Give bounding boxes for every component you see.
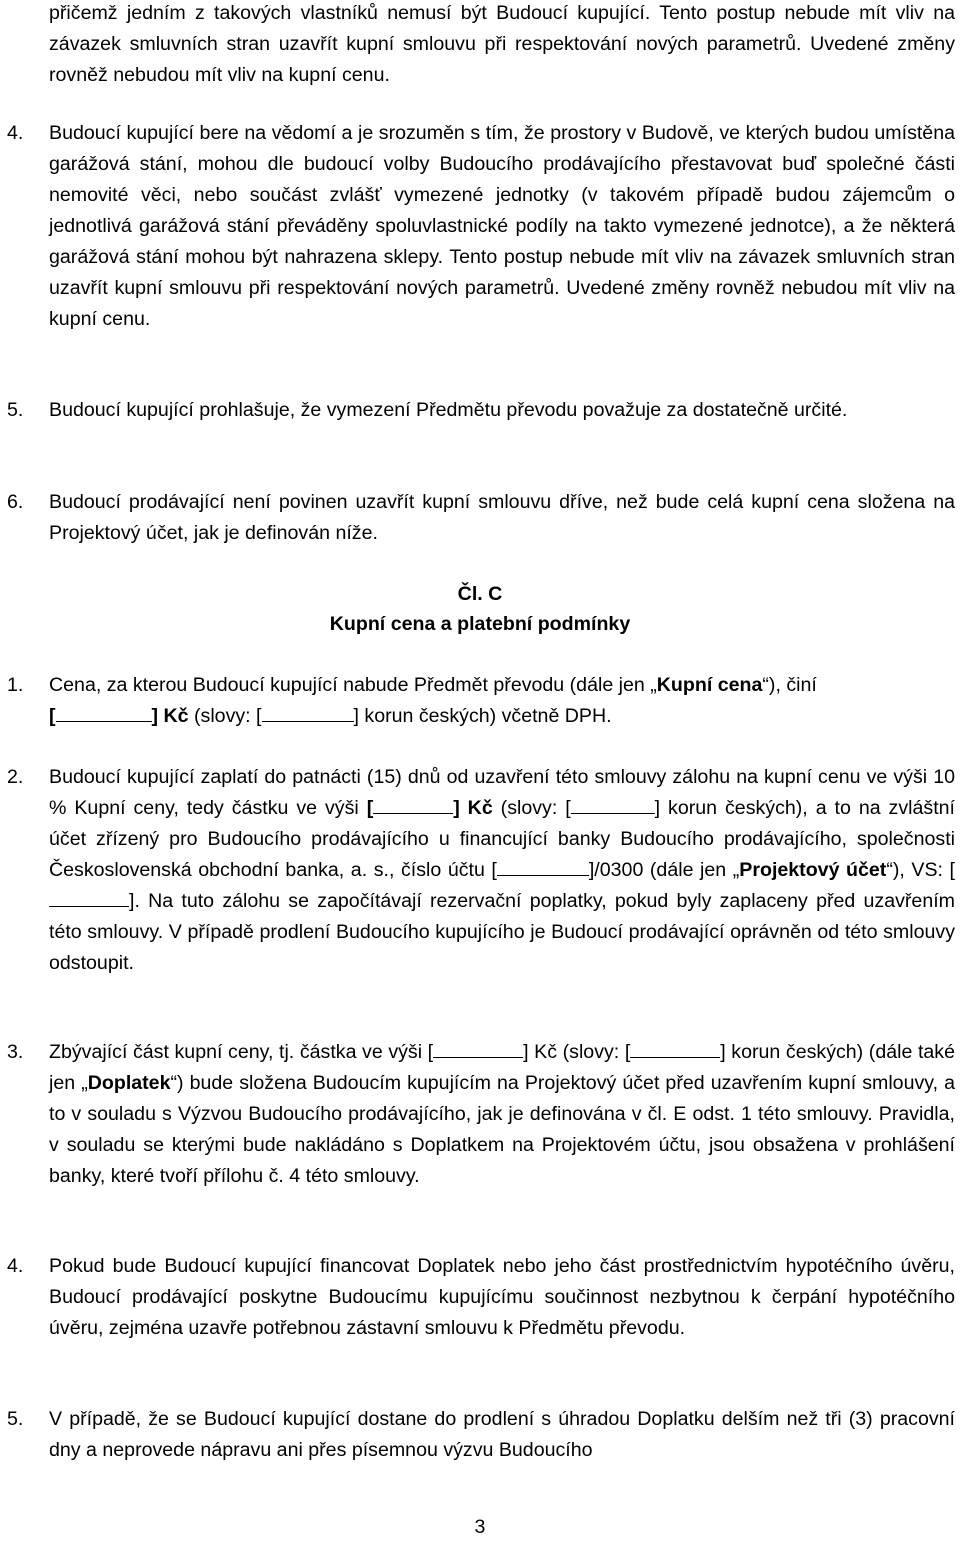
- item-text: Cena, za kterou Budoucí kupující nabude Předmět převodu (dále jen „Kupní cena“), činí [ ] Kč (slovy: [ ] korun českých) včetně DPH.: [49, 674, 817, 727]
- paragraph-continuation: přičemž jedním z takových vlastníků nemusí být Budoucí kupující. Tento postup nebude mít vliv na závazek smluvních stran uzavřít kupní smlouvu při respektování nových parametrů. Uvedené změny rovněž nebudou mít vliv na kupní cenu.: [49, 2, 955, 86]
- item-number: 5.: [7, 399, 24, 421]
- item-text: Budoucí prodávající není povinen uzavřít kupní smlouvu dříve, než bude celá kupní cena složena na Projektový účet, jak je definován níže.: [49, 491, 955, 544]
- item-number: 4.: [7, 122, 24, 144]
- blank-field: [497, 856, 589, 876]
- item-text: Budoucí kupující bere na vědomí a je srozuměn s tím, že prostory v Budově, ve kterých budou umístěna garážová stání, mohou dle budoucí volby Budoucího prodávajícího přestavovat buď společné části nemovité věci, nebo součást zvlášť vymezené jednotky (v takovém případě budou zájemcům o jednotlivá garážová stání převáděny spoluvlastnické podíly na takto vymezené jednotce), a že některá garážová stání mohou být nahrazena sklepy. Tento postup nebude mít vliv na závazek smluvních stran uzavřít kupní smlouvu při respektování nových parametrů. Uvedené změny rovněž nebudou mít vliv na kupní cenu.: [49, 122, 955, 330]
- blank-field: [56, 702, 152, 722]
- article-title: Kupní cena a platební podmínky: [329, 613, 631, 635]
- item-number: 2.: [7, 766, 24, 788]
- item-text: Zbývající část kupní ceny, tj. částka ve výši [ ] Kč (slovy: [ ] korun českých) (dále také jen „Doplatek“) bude složena Budoucím kupujícím na Projektový účet před uzavřením kupní smlouvy, a to v souladu s Výzvou Budoucího prodávajícího, jak je definována v čl. E odst. 1 této smlouvy. Pravidla, v souladu se kterými bude nakládáno s Doplatkem na Projektovém účtu, jsou obsažena v prohlášení banky, které tvoří přílohu č. 4 této smlouvy.: [49, 1037, 955, 1192]
- blank-field: [630, 1038, 720, 1058]
- blank-field: [571, 794, 655, 814]
- blank-field: [433, 1038, 523, 1058]
- item-number: 1.: [7, 674, 24, 696]
- blank-field: [262, 702, 354, 722]
- item-text: V případě, že se Budoucí kupující dostane do prodlení s úhradou Doplatku delším než tři (3) pracovní dny a neprovede nápravu ani přes písemnou výzvu Budoucího: [49, 1408, 955, 1461]
- blank-field: [49, 887, 129, 907]
- item-text: Budoucí kupující zaplatí do patnácti (15) dnů od uzavření této smlouvy zálohu na kupní cenu ve výši 10 % Kupní ceny, tedy částku ve výši [ ] Kč (slovy: [ ] korun českých), a to na zvláštní účet zřízený pro Budoucího prodávajícího u financující banky Budoucího prodávajícího, společnosti Československá obchodní banka, a. s., číslo účtu [ ]/0300 (dále jen „Projektový účet“), VS: []. Na tuto zálohu se započítávají rezervační poplatky, pokud byly zaplaceny před uzavřením této smlouvy. V případě prodlení Budoucího kupujícího je Budoucí prodávající oprávněn od této smlouvy odstoupit.: [49, 766, 955, 974]
- item-number: 3.: [7, 1041, 24, 1063]
- item-text: Pokud bude Budoucí kupující financovat Doplatek nebo jeho část prostřednictvím hypotéčního úvěru, Budoucí prodávající poskytne Budoucímu kupujícímu součinnost nezbytnou k čerpání hypotéčního úvěru, zejména uzavře potřebnou zástavní smlouvu k Předmětu převodu.: [49, 1255, 955, 1339]
- item-text: Budoucí kupující prohlašuje, že vymezení Předmětu převodu považuje za dostatečně určité.: [49, 399, 848, 421]
- item-number: 6.: [7, 491, 24, 513]
- page-number: 3: [474, 1516, 486, 1538]
- blank-field: [373, 794, 453, 814]
- item-number: 4.: [7, 1255, 24, 1277]
- article-number: Čl. C: [457, 583, 503, 605]
- item-number: 5.: [7, 1408, 24, 1430]
